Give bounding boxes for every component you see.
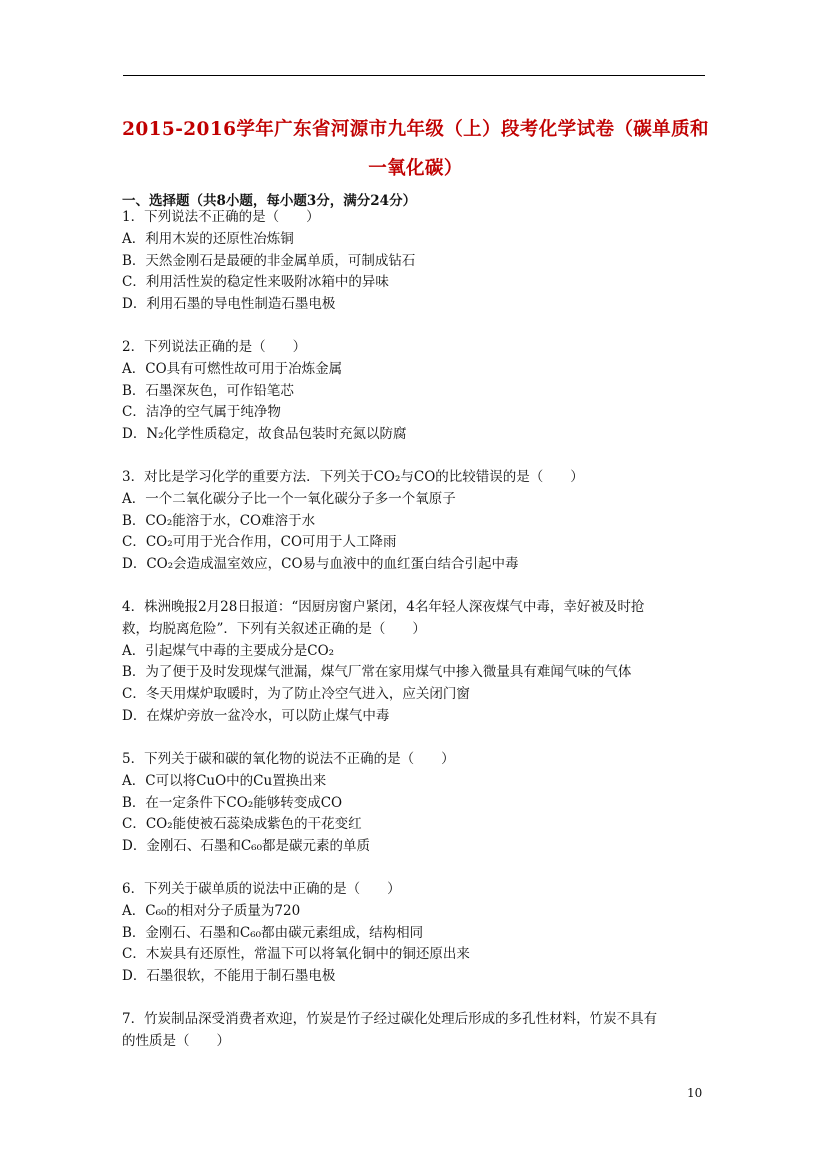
option-a: A．一个二氧化碳分子比一个一氧化碳分子多一个氧原子 bbox=[122, 490, 456, 507]
question-stem: 2．下列说法正确的是（ ） bbox=[122, 339, 307, 355]
question-6 bbox=[122, 879, 707, 988]
option-d: D．石墨很软，不能用于制石墨电极 bbox=[122, 968, 336, 985]
option-a: A．C₆₀的相对分子质量为720 bbox=[122, 902, 301, 919]
question-2 bbox=[122, 337, 707, 446]
option-d: D．CO₂会造成温室效应，CO易与血液中的血红蛋白结合引起中毒 bbox=[122, 556, 519, 573]
question-stem-line2: 的性质是（ ） bbox=[122, 1032, 230, 1049]
question-7 bbox=[122, 1009, 707, 1053]
question-3 bbox=[122, 467, 707, 576]
option-b: B．天然金刚石是最硬的非金属单质，可制成钻石 bbox=[122, 252, 416, 269]
exam-title-line2: 一氧化碳） bbox=[368, 158, 463, 179]
exam-title-line1: 2015-2016学年广东省河源市九年级（上）段考化学试卷（碳单质和 bbox=[122, 119, 709, 140]
question-5 bbox=[122, 749, 707, 858]
question-stem: 6．下列关于碳单质的说法中正确的是（ ） bbox=[122, 881, 401, 897]
option-a: A．CO具有可燃性故可用于冶炼金属 bbox=[122, 360, 343, 377]
option-b: B．在一定条件下CO₂能够转变成CO bbox=[122, 794, 343, 811]
question-stem: 3．对比是学习化学的重要方法．下列关于CO₂与CO的比较错误的是（ ） bbox=[122, 469, 584, 485]
option-c: C．利用活性炭的稳定性来吸附冰箱中的异味 bbox=[122, 274, 389, 291]
page-number: 10 bbox=[687, 1086, 703, 1100]
option-b: B．CO₂能溶于水，CO难溶于水 bbox=[122, 512, 316, 529]
option-d: D．利用石墨的导电性制造石墨电极 bbox=[122, 296, 336, 313]
option-b: B．金刚石、石墨和C₆₀都由碳元素组成，结构相同 bbox=[122, 924, 424, 941]
question-stem-line1: 7．竹炭制品深受消费者欢迎，竹炭是竹子经过碳化处理后形成的多孔性材料，竹炭不具有 bbox=[122, 1011, 658, 1027]
option-a: A．利用木炭的还原性冶炼铜 bbox=[122, 230, 294, 247]
option-d: D．在煤炉旁放一盆冷水，可以防止煤气中毒 bbox=[122, 707, 390, 724]
question-1 bbox=[122, 207, 707, 316]
option-c: C．CO₂可用于光合作用，CO可用于人工降雨 bbox=[122, 534, 397, 551]
question-stem-line2: 救，均脱离危险”．下列有关叙述正确的是（ ） bbox=[122, 620, 426, 637]
header-rule bbox=[123, 75, 705, 76]
option-c: C．木炭具有还原性，常温下可以将氧化铜中的铜还原出来 bbox=[122, 946, 470, 963]
option-d: D．N₂化学性质稳定，故食品包装时充氮以防腐 bbox=[122, 426, 407, 443]
option-d: D．金刚石、石墨和C₆₀都是碳元素的单质 bbox=[122, 838, 370, 855]
option-b: B．石墨深灰色，可作铅笔芯 bbox=[122, 382, 294, 399]
question-stem-line1: 4．株洲晚报2月28日报道：“因厨房窗户紧闭，4名年轻人深夜煤气中毒，幸好被及时抢 bbox=[122, 599, 645, 615]
option-c: C．洁净的空气属于纯净物 bbox=[122, 404, 281, 421]
question-stem: 5．下列关于碳和碳的氧化物的说法不正确的是（ ） bbox=[122, 751, 455, 767]
section-heading: 一、选择题（共8小题，每小题3分，满分24分） bbox=[122, 193, 417, 209]
option-a: A．C可以将CuO中的Cu置换出来 bbox=[122, 772, 327, 789]
option-b: B．为了便于及时发现煤气泄漏，煤气厂常在家用煤气中掺入微量具有难闻气味的气体 bbox=[122, 664, 632, 681]
option-c: C．CO₂能使被石蕊染成紫色的干花变红 bbox=[122, 816, 362, 833]
option-a: A．引起煤气中毒的主要成分是CO₂ bbox=[122, 642, 335, 659]
question-4 bbox=[122, 597, 707, 728]
question-stem: 1．下列说法不正确的是（ ） bbox=[122, 209, 320, 225]
option-c: C．冬天用煤炉取暖时，为了防止冷空气进入，应关闭门窗 bbox=[122, 686, 470, 703]
